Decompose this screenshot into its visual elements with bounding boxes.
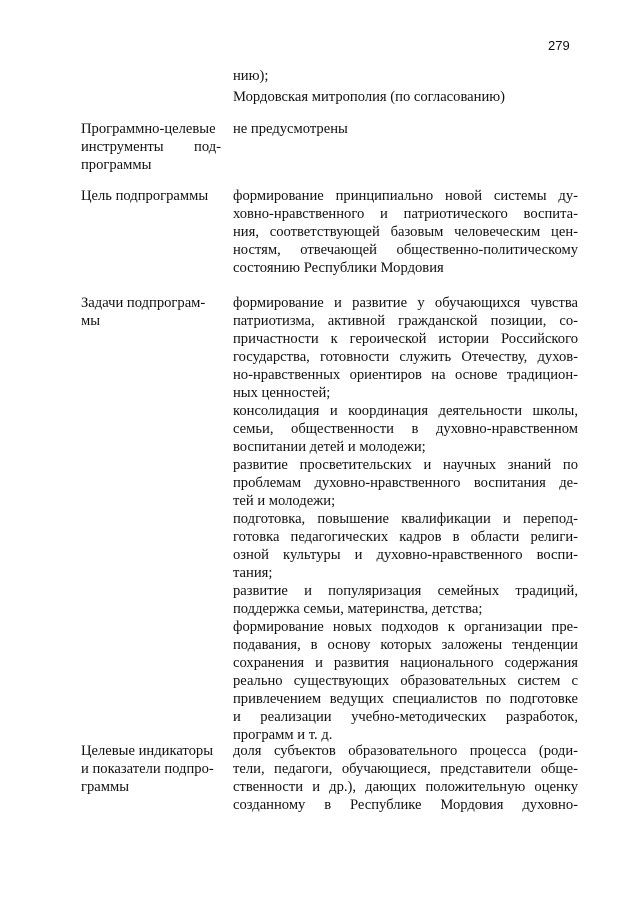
label-line: Программно-целевые [81,121,216,137]
label-line: программы [81,157,152,173]
value-paragraph [233,187,578,277]
value-paragraph [233,402,578,456]
value-line: развитие и популяризация семейных традиций, [233,583,578,599]
value-line: доля субъектов образовательного процесса (роди- [233,743,578,759]
value-line: привлечением ведущих специалистов по подготовке [233,691,578,707]
label-line: граммы [81,779,130,795]
value-line: формирование новых подходов к организации пре- [233,619,578,635]
page-number: 279 [548,38,570,53]
value-line: ховно-нравственного и патриотического воспита- [233,206,578,222]
value-line: готовка педагогических кадров в области религи- [233,529,578,545]
value-line: семьи, общественности в духовно-нравственном [233,421,578,437]
row-value [233,187,578,277]
value-line: формирование принципиально новой системы ду- [233,188,578,204]
value-line: подавания, в основу которых заложены тенденции [233,637,578,653]
value-line: программ и т. д. [233,727,333,743]
label-line: Задачи подпрограм- [81,295,206,311]
value-line: тания; [233,565,273,581]
value-line: развитие просветительских и научных знаний по [233,457,578,473]
value-line: ния, соответствующей базовым человеческим цен- [233,224,578,240]
value-line: и реализации учебно-методических разработок, [233,709,578,725]
value-paragraph [233,510,578,582]
label-line: Цель подпрограммы [81,188,209,204]
value-line: ных ценностей; [233,385,331,401]
value-line: поддержка семьи, материнства, детства; [233,601,483,617]
value-line: тей и молодежи; [233,493,336,509]
value-line: тели, педагоги, обучающиеся, представители обще- [233,761,578,777]
value-line: консолидация и координация деятельности школы, [233,403,578,419]
value-line: созданному в Республике Мордовия духовно- [233,797,578,813]
row-value [233,120,578,138]
row-label [81,120,221,174]
value-paragraph [233,582,578,618]
value-paragraph [233,294,578,402]
value-line: состоянию Республики Мордовия [233,260,444,276]
row-label [81,187,221,205]
value-line: не предусмотрены [233,121,348,137]
value-paragraph [233,618,578,744]
value-line: озной культуры и духовно-нравственного воспи- [233,547,578,563]
value-paragraph [233,456,578,510]
value-line: но-нравственных ориентиров на основе традицион- [233,367,578,383]
value-line: государства, готовности служить Отечеству, духов- [233,349,578,365]
value-paragraph [233,742,578,814]
label-line: и показатели подпро- [81,761,214,777]
row-value [233,294,578,744]
row-label [81,742,221,796]
value-line: проблемам духовно-нравственного воспитания де- [233,475,578,491]
value-line: сохранения и развития национального содержания [233,655,578,671]
label-line: мы [81,313,101,329]
text-line: нию); [233,68,269,84]
value-line: причастности к героической истории Российского [233,331,578,347]
value-line: реально существующих образовательных систем с [233,673,578,689]
value-line: патриотизма, активной гражданской позиции, со- [233,313,578,329]
value-line: формирование и развитие у обучающихся чувства [233,295,578,311]
value-line: воспитании детей и молодежи; [233,439,426,455]
text-line: Мордовская митрополия (по согласованию) [233,89,506,106]
value-line: подготовка, повышение квалификации и перепод- [233,511,578,527]
continuation-text [233,66,578,109]
row-value [233,742,578,814]
label-line: инструменты под- [81,139,221,155]
value-paragraph [233,120,578,138]
row-label [81,294,221,330]
value-line: ностям, отвечающей общественно-политическому [233,242,578,258]
value-line: ственности и др.), дающих положительную оценку [233,779,578,795]
label-line: Целевые индикаторы [81,743,214,759]
